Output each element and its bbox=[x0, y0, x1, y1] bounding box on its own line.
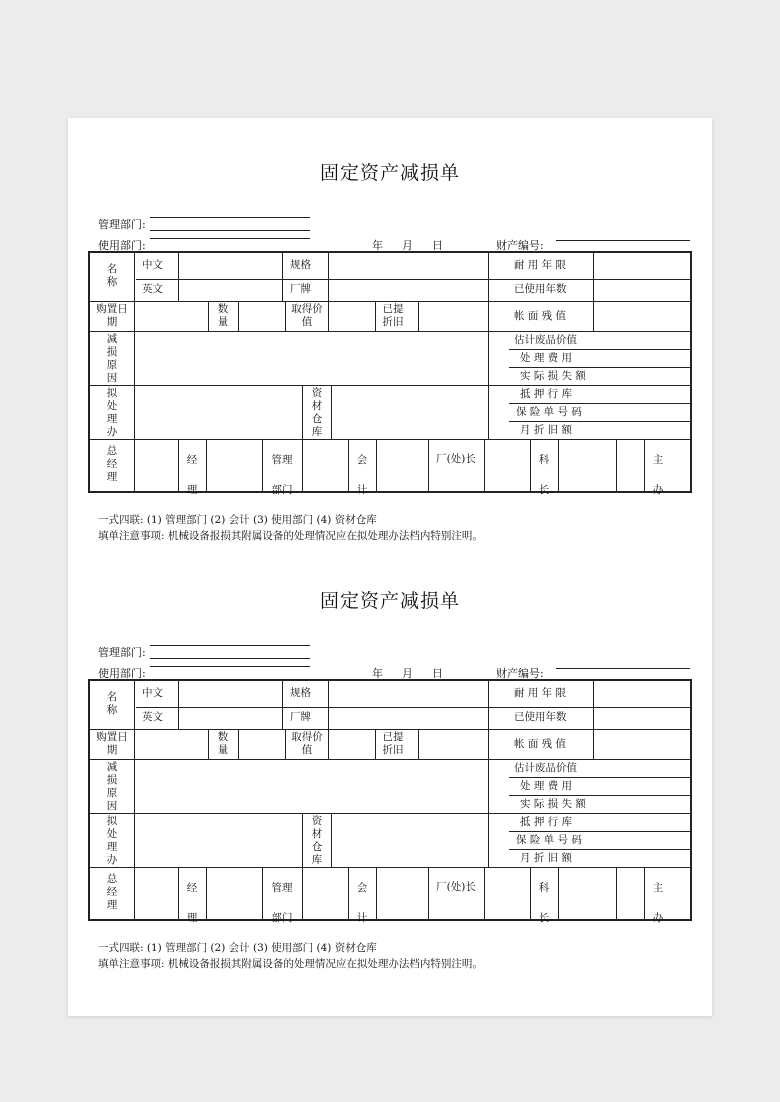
scrap-value-label: 估计废品价值 bbox=[514, 762, 577, 774]
manager-label: 经理 bbox=[186, 882, 198, 924]
factory-head-label: 厂(处)长 bbox=[436, 453, 476, 465]
proposed-label: 拟处理办 bbox=[106, 387, 118, 439]
disposal-cost-label: 处 理 费 用 bbox=[520, 352, 573, 364]
mgmt-dept-line-2 bbox=[150, 230, 310, 231]
gm-label: 总经理 bbox=[106, 873, 118, 912]
month-label: 月 bbox=[402, 239, 413, 252]
accounting-label: 会计 bbox=[356, 454, 368, 496]
warehouse-label: 资材仓库 bbox=[311, 815, 323, 867]
year-label: 年 bbox=[372, 239, 383, 252]
asset-no-label: 财产编号: bbox=[496, 239, 544, 252]
monthly-depr-label: 月 折 旧 额 bbox=[520, 424, 573, 436]
mgmt-dept-line[interactable] bbox=[150, 217, 310, 218]
actual-loss-label: 实 际 损 失 额 bbox=[520, 370, 586, 382]
name-label: 名称 bbox=[106, 263, 118, 289]
lifespan-label: 耐 用 年 限 bbox=[514, 687, 567, 699]
factory-label: 厂牌 bbox=[290, 283, 311, 295]
instructions-note: 填单注意事项: 机械设备报损其附属设备的处理情况应在拟处理办法档内特别注明。 bbox=[98, 530, 483, 542]
disposal-cost-label: 处 理 费 用 bbox=[520, 780, 573, 792]
asset-write-off-form-2 bbox=[68, 546, 712, 970]
purchase-date-label: 购置日期 bbox=[96, 303, 128, 329]
use-dept-line[interactable] bbox=[150, 666, 310, 667]
chinese-label: 中文 bbox=[142, 259, 163, 271]
instructions-note: 填单注意事项: 机械设备报损其附属设备的处理情况应在拟处理办法档内特别注明。 bbox=[98, 958, 483, 970]
lifespan-label: 耐 用 年 限 bbox=[514, 259, 567, 271]
mgmt-dept-line-2 bbox=[150, 658, 310, 659]
asset-no-line[interactable] bbox=[556, 240, 690, 241]
warehouse-label: 资材仓库 bbox=[311, 387, 323, 439]
acq-value-label: 取得价值 bbox=[291, 303, 323, 329]
form-title: 固定资产减损单 bbox=[319, 590, 460, 612]
reason-label: 减损原因 bbox=[106, 761, 118, 813]
mgmt-dept-label: 管理部门: bbox=[98, 646, 146, 659]
month-label: 月 bbox=[402, 667, 413, 680]
purchase-date-label: 购置日期 bbox=[96, 731, 128, 757]
manager-label: 经理 bbox=[186, 454, 198, 496]
spec-label: 规格 bbox=[290, 259, 311, 271]
book-value-label: 帐 面 残 值 bbox=[514, 310, 567, 322]
chinese-label: 中文 bbox=[142, 687, 163, 699]
english-label: 英文 bbox=[142, 283, 163, 295]
depr-label: 已提折旧 bbox=[382, 303, 404, 329]
asset-no-label: 财产编号: bbox=[496, 667, 544, 680]
document-page bbox=[68, 118, 712, 1016]
copies-note: 一式四联: (1) 管理部门 (2) 会计 (3) 使用部门 (4) 资材仓库 bbox=[98, 514, 377, 526]
use-dept-label: 使用部门: bbox=[98, 239, 146, 252]
factory-label: 厂牌 bbox=[290, 711, 311, 723]
year-label: 年 bbox=[372, 667, 383, 680]
mgmt-dept-line[interactable] bbox=[150, 645, 310, 646]
acq-value-label: 取得价值 bbox=[291, 731, 323, 757]
day-label: 日 bbox=[432, 239, 443, 252]
officer-label: 主办 bbox=[652, 882, 664, 924]
mortgage-label: 抵 押 行 库 bbox=[520, 816, 573, 828]
insurance-label: 保 险 单 号 码 bbox=[516, 406, 582, 418]
reason-label: 减损原因 bbox=[106, 333, 118, 385]
mgmt-dept-label: 管理部门: bbox=[98, 218, 146, 231]
officer-label: 主办 bbox=[652, 454, 664, 496]
used-years-label: 已使用年数 bbox=[514, 711, 567, 723]
asset-table bbox=[88, 251, 692, 496]
spec-label: 规格 bbox=[290, 687, 311, 699]
quantity-label: 数量 bbox=[217, 731, 229, 757]
use-dept-label: 使用部门: bbox=[98, 667, 146, 680]
accounting-label: 会计 bbox=[356, 882, 368, 924]
book-value-label: 帐 面 残 值 bbox=[514, 738, 567, 750]
asset-write-off-form-1 bbox=[68, 118, 712, 542]
mgmt-label: 管理部门 bbox=[271, 454, 293, 496]
gm-label: 总经理 bbox=[106, 445, 118, 484]
form-title: 固定资产减损单 bbox=[319, 162, 460, 184]
depr-label: 已提折旧 bbox=[382, 731, 404, 757]
asset-table bbox=[88, 679, 692, 924]
actual-loss-label: 实 际 损 失 额 bbox=[520, 798, 586, 810]
section-label: 科长 bbox=[538, 454, 550, 496]
used-years-label: 已使用年数 bbox=[514, 283, 567, 295]
scrap-value-label: 估计废品价值 bbox=[514, 334, 577, 346]
english-label: 英文 bbox=[142, 711, 163, 723]
quantity-label: 数量 bbox=[217, 303, 229, 329]
day-label: 日 bbox=[432, 667, 443, 680]
use-dept-line[interactable] bbox=[150, 238, 310, 239]
insurance-label: 保 险 单 号 码 bbox=[516, 834, 582, 846]
mgmt-label: 管理部门 bbox=[271, 882, 293, 924]
name-label: 名称 bbox=[106, 691, 118, 717]
mortgage-label: 抵 押 行 库 bbox=[520, 388, 573, 400]
copies-note: 一式四联: (1) 管理部门 (2) 会计 (3) 使用部门 (4) 资材仓库 bbox=[98, 942, 377, 954]
proposed-label: 拟处理办 bbox=[106, 815, 118, 867]
asset-no-line[interactable] bbox=[556, 668, 690, 669]
factory-head-label: 厂(处)长 bbox=[436, 881, 476, 893]
section-label: 科长 bbox=[538, 882, 550, 924]
monthly-depr-label: 月 折 旧 额 bbox=[520, 852, 573, 864]
